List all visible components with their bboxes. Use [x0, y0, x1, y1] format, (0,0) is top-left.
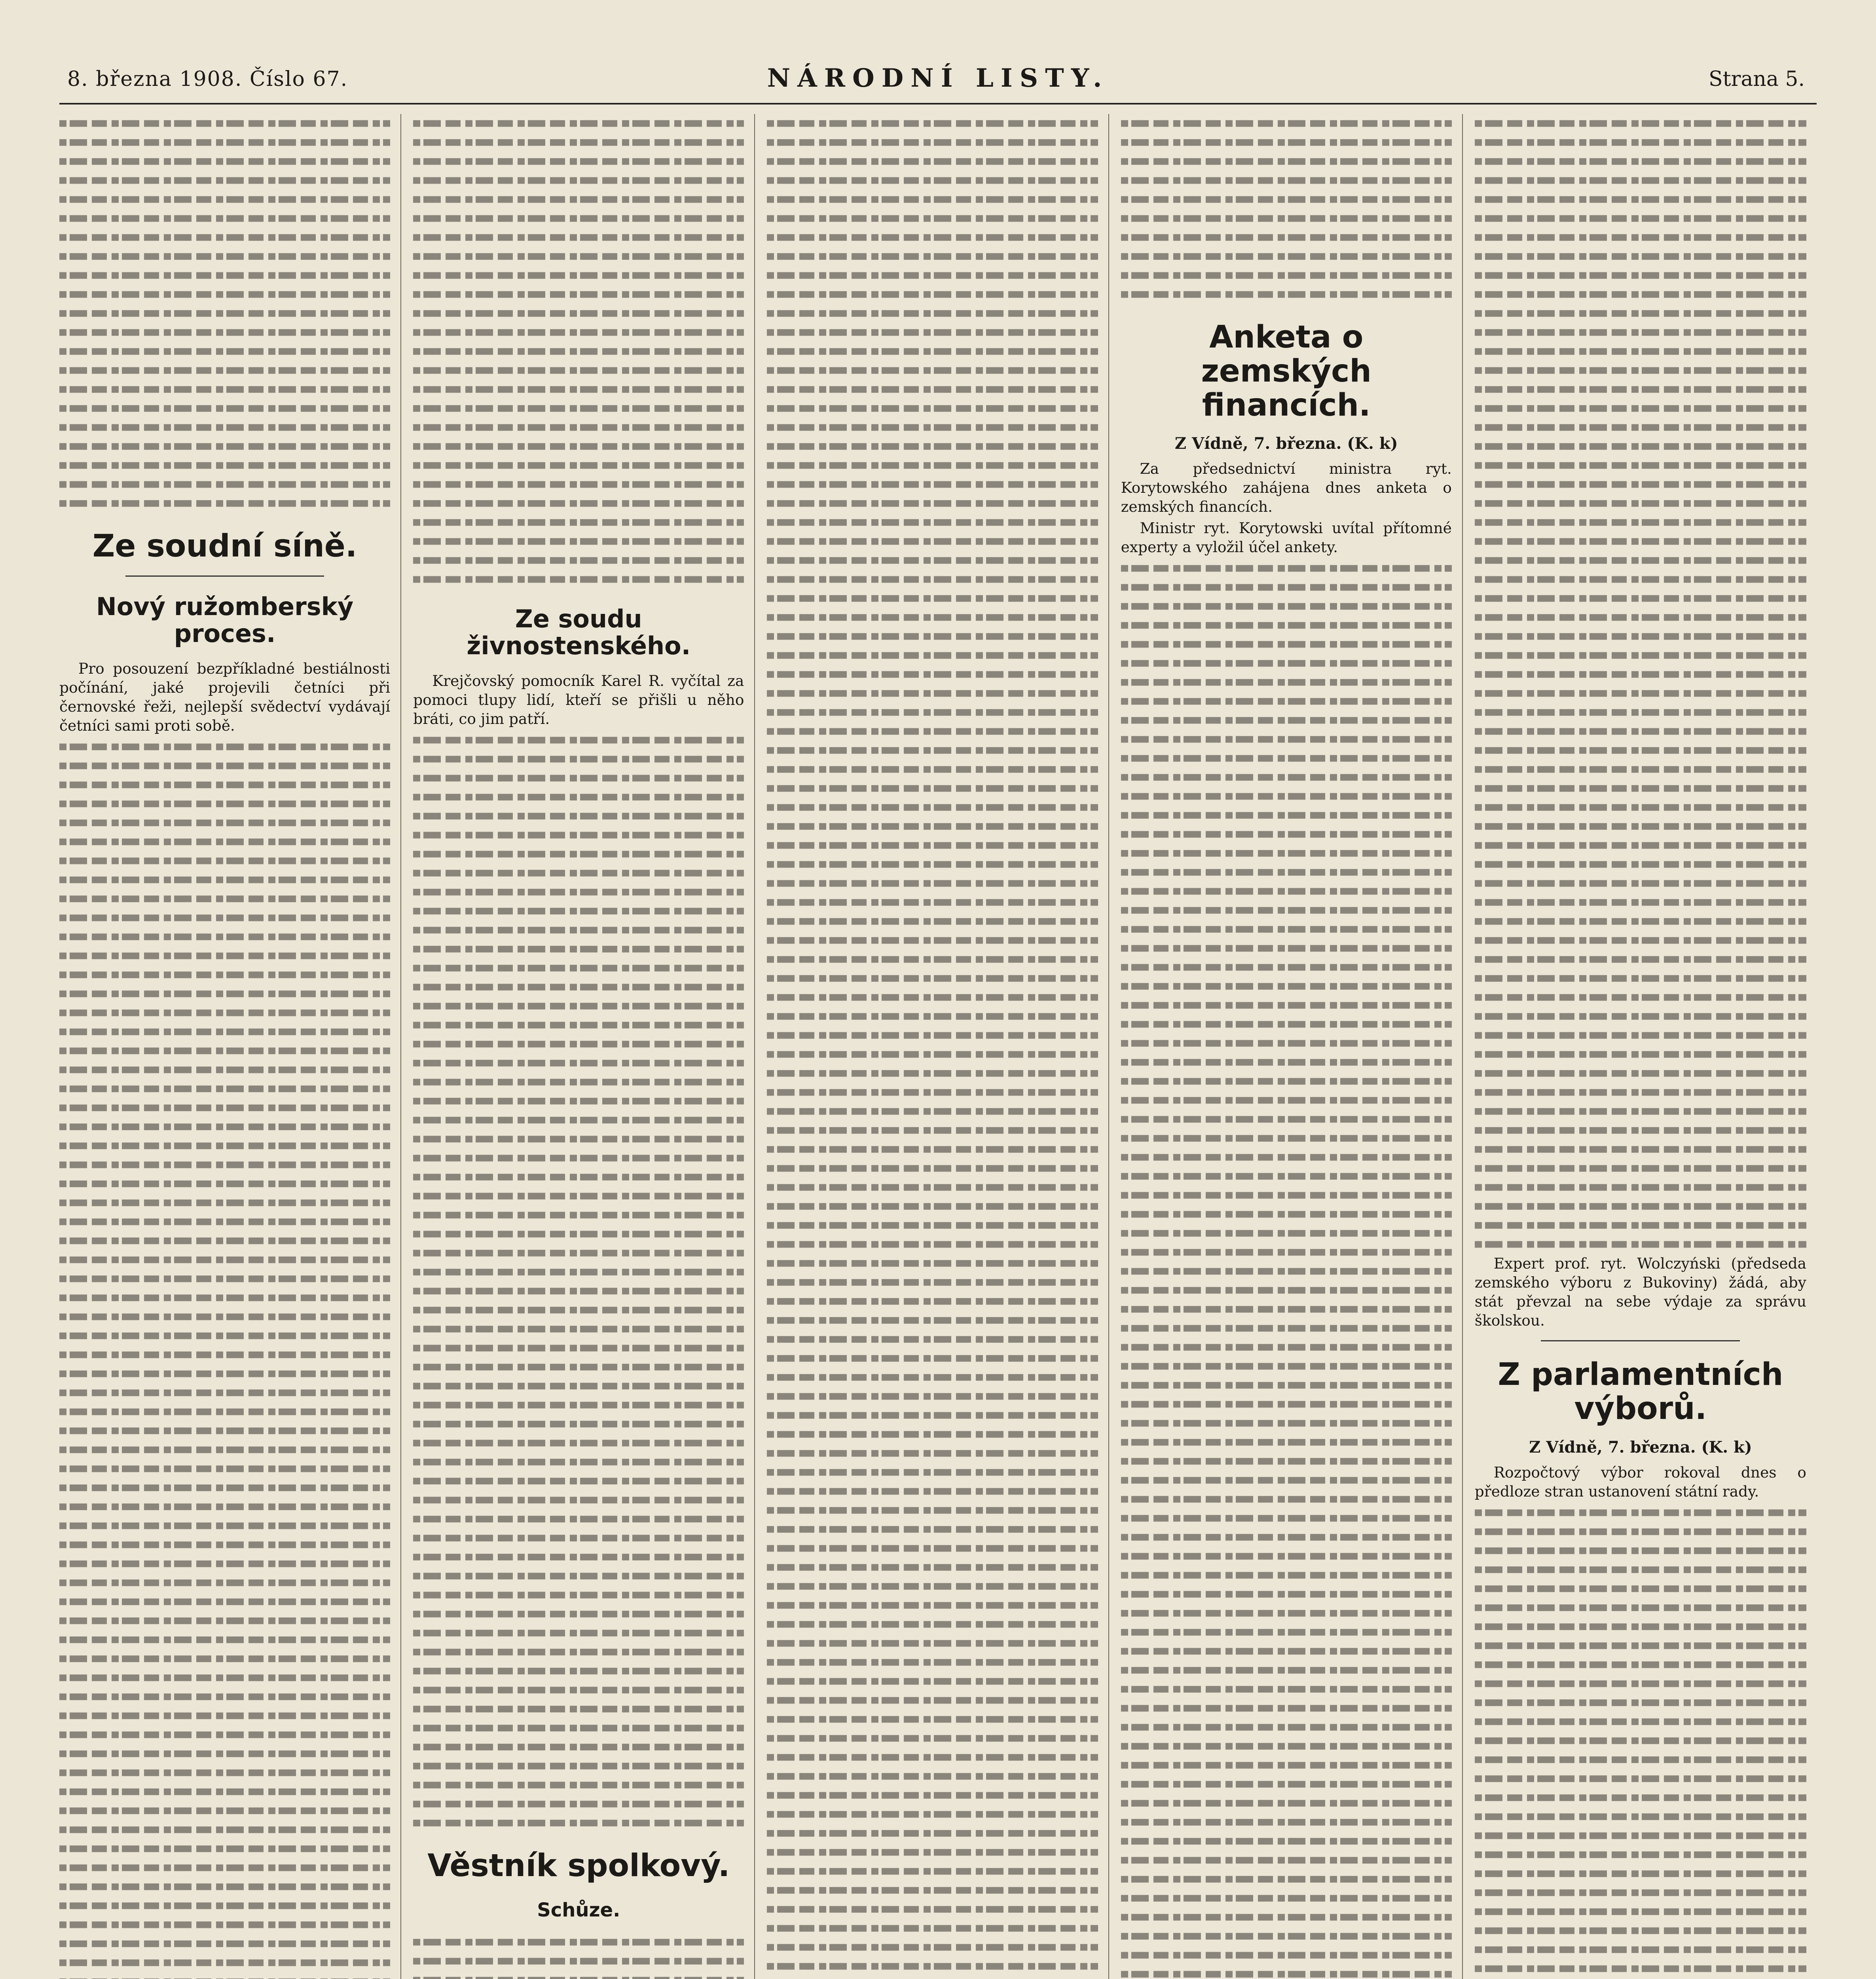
newspaper-title: NÁRODNÍ LISTY. — [767, 63, 1109, 93]
column-1 — [59, 114, 401, 1979]
article-heading-ruzomberok: Nový ružomberský proces. — [96, 592, 354, 648]
text-block — [413, 1933, 744, 1979]
section-heading-court: Ze soudní síně. — [92, 528, 357, 564]
text-block — [59, 114, 390, 513]
column-2 — [413, 114, 755, 1979]
article-heading-parliament: Z parlamentních výborů. — [1498, 1357, 1783, 1426]
text-block — [413, 731, 744, 1833]
subheading-meetings: Schůze. — [537, 1899, 620, 1922]
text-block — [1475, 114, 1806, 1254]
column-5 — [1475, 114, 1817, 1979]
columns — [59, 114, 1817, 1979]
article-text: Krejčovský pomocník Karel R. vyčítal za pomoci tlupy lidí, kteří se přišli u něho bráti, co jim patří. — [413, 672, 744, 728]
issue-date: 8. března 1908. Číslo 67. — [67, 67, 348, 91]
section-heading-clubs: Věstník spolkový. — [427, 1848, 730, 1884]
column-3 — [767, 114, 1109, 1979]
text-block — [1121, 559, 1452, 1979]
text-block — [1121, 114, 1452, 304]
article-heading-finance: Anketa o zemských financích. — [1201, 319, 1371, 423]
page-number: Strana 5. — [1708, 67, 1805, 91]
divider — [1541, 1340, 1740, 1341]
text-block — [413, 114, 744, 589]
article-heading-trade-court: Ze soudu živnostenského. — [467, 604, 691, 661]
divider — [125, 575, 324, 577]
text-block — [1475, 1503, 1806, 1979]
article-text: Za předsednictví ministra ryt. Korytowského zahájena dnes anketa o zemských financích. — [1121, 460, 1452, 516]
text-block — [767, 114, 1098, 1979]
text-block — [59, 737, 390, 1979]
article-text: Expert prof. ryt. Wolczyński (předseda zemského výboru z Bukoviny) žádá, aby stát převzal na sebe výdaje za správu školskou. — [1474, 1255, 1806, 1329]
article-text: Pro posouzení bezpříkladné bestiálnosti počínání, jaké projevili četníci při černovské řeži, nejlepší svědectví vydávají četníci sami proti sobě. — [59, 660, 391, 735]
article-text: Rozpočtový výbor rokoval dnes o předloze stran ustanovení státní rady. — [1474, 1463, 1806, 1500]
dateline: Z Vídně, 7. března. (K. k) — [1174, 434, 1398, 453]
article-text: Ministr ryt. Korytowski uvítal přítomné experty a vyložil účel ankety. — [1121, 519, 1452, 556]
masthead — [59, 59, 1817, 104]
dateline: Z Vídně, 7. března. (K. k) — [1529, 1438, 1752, 1457]
column-4 — [1121, 114, 1463, 1979]
